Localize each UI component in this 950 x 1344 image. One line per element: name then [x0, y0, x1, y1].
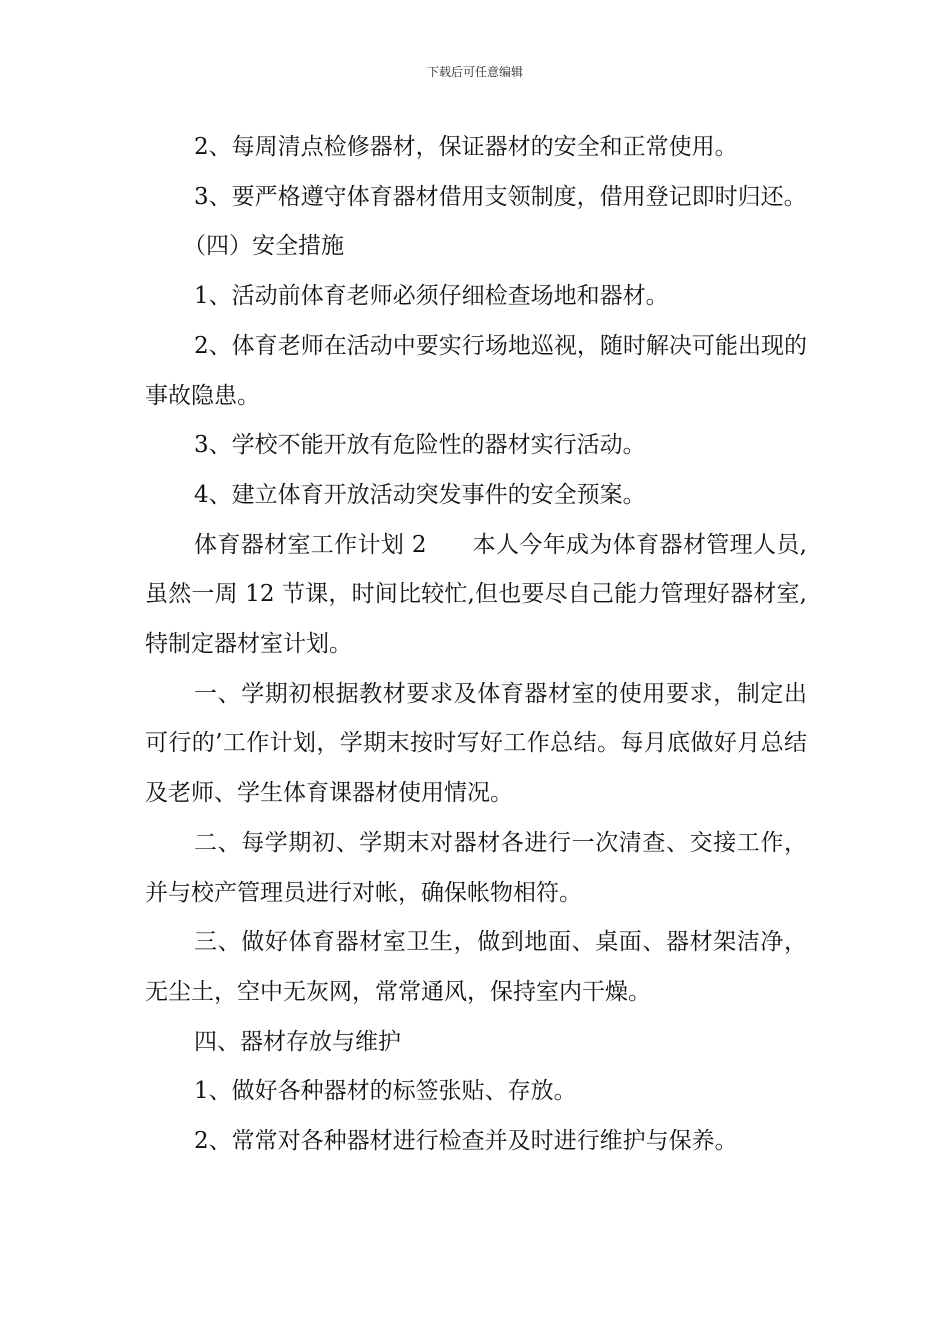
paragraph-storage-2: 2、常常对各种器材进行检查并及时进行维护与保养。: [194, 1128, 738, 1155]
section-heading-safety-measures: （四）安全措施: [183, 233, 344, 260]
paragraph-safety-1: 1、活动前体育老师必须仔细检查场地和器材。: [194, 283, 669, 310]
paragraph-item-3-borrowing-rules: 3、要严格遵守体育器材借用支领制度，借用登记即时归还。: [194, 183, 807, 210]
paragraph-safety-4: 4、建立体育开放活动突发事件的安全预案。: [194, 481, 646, 508]
paragraph-safety-3: 3、学校不能开放有危险性的器材实行活动。: [194, 432, 646, 459]
document-body: [145, 123, 807, 1167]
plan-item-two: 二、每学期初、学期末对器材各进行一次清查、交接工作，并与校产管理员进行对帐，确保帐物相符。: [145, 829, 807, 906]
paragraph-storage-1: 1、做好各种器材的标签张贴、存放。: [194, 1078, 577, 1105]
page-header: 下载后可任意编辑: [426, 65, 523, 79]
plan-item-three: 三、做好体育器材室卫生，做到地面、桌面、器材架洁净，无尘土，空中无灰网，常常通风，保持室内干燥。: [145, 929, 807, 1005]
paragraph-item-2-weekly-check: 2、每周清点检修器材，保证器材的安全和正常使用。: [194, 134, 738, 160]
paragraph-safety-2: 2、体育老师在活动中要实行场地巡视，随时解决可能出现的事故隐患。: [145, 332, 807, 409]
plan-2-intro-paragraph: 体育器材室工作计划 2 本人今年成为体育器材管理人员,虽然一周 12 节课，时间比较忙,但也要尽自己能力管理好器材室,特制定器材室计划。: [145, 531, 807, 658]
plan-item-one: 一、学期初根据教材要求及体育器材室的使用要求，制定出可行的’工作计划，学期末按时写好工作总结。每月底做好月总结及老师、学生体育课器材使用情况。: [145, 680, 807, 807]
section-heading-storage-maintenance: 四、器材存放与维护: [194, 1028, 401, 1055]
